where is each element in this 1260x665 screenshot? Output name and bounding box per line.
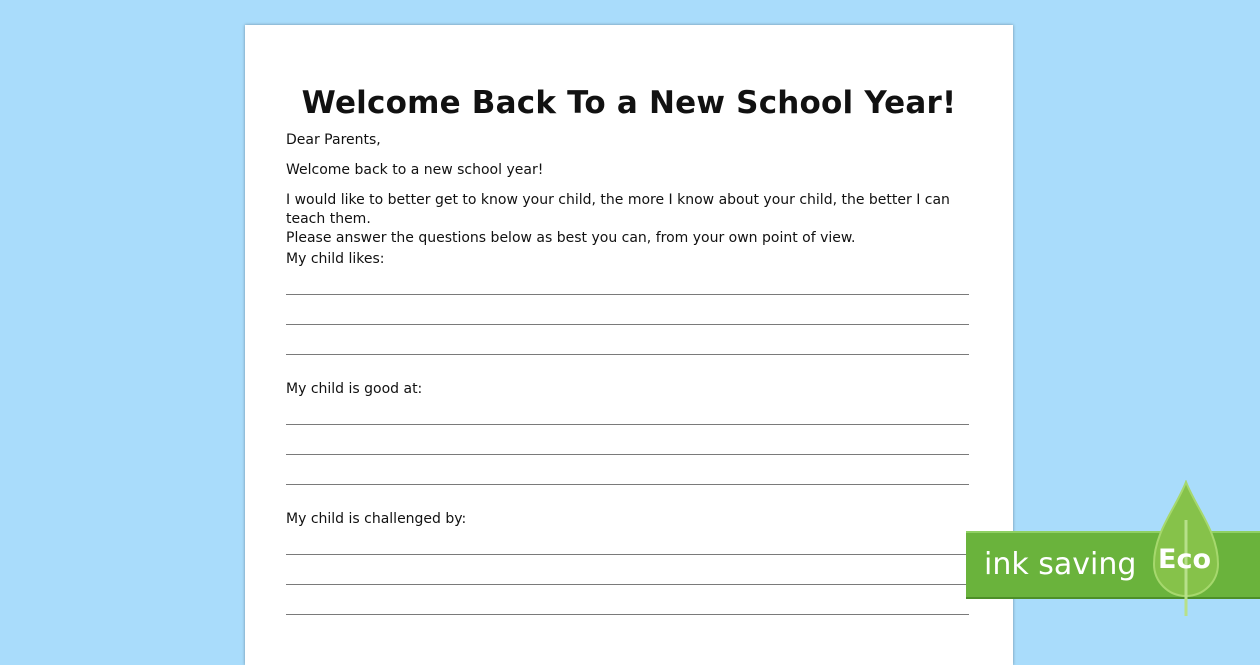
answer-line <box>286 554 969 555</box>
section-label-challenged-by: My child is challenged by: <box>286 511 467 527</box>
body-text <box>286 191 986 248</box>
body-line-2: Please answer the questions below as best you can, from your own point of view. <box>286 230 856 246</box>
intro-text: Welcome back to a new school year! <box>286 162 544 178</box>
eco-label: Eco <box>1158 544 1211 575</box>
ink-saving-text: ink saving <box>984 547 1137 582</box>
answer-line <box>286 584 969 585</box>
worksheet-page <box>245 25 1013 665</box>
answer-line <box>286 294 969 295</box>
page-title: Welcome Back To a New School Year! <box>301 85 957 121</box>
answer-line <box>286 484 969 485</box>
answer-line <box>286 454 969 455</box>
section-label-likes: My child likes: <box>286 251 385 267</box>
answer-line <box>286 324 969 325</box>
answer-line <box>286 354 969 355</box>
answer-line <box>286 614 969 615</box>
body-line-1: I would like to better get to know your child, the more I know about your child, the better I can teach them. <box>286 192 950 227</box>
answer-line <box>286 424 969 425</box>
section-label-good-at: My child is good at: <box>286 381 423 397</box>
greeting-text: Dear Parents, <box>286 132 381 148</box>
